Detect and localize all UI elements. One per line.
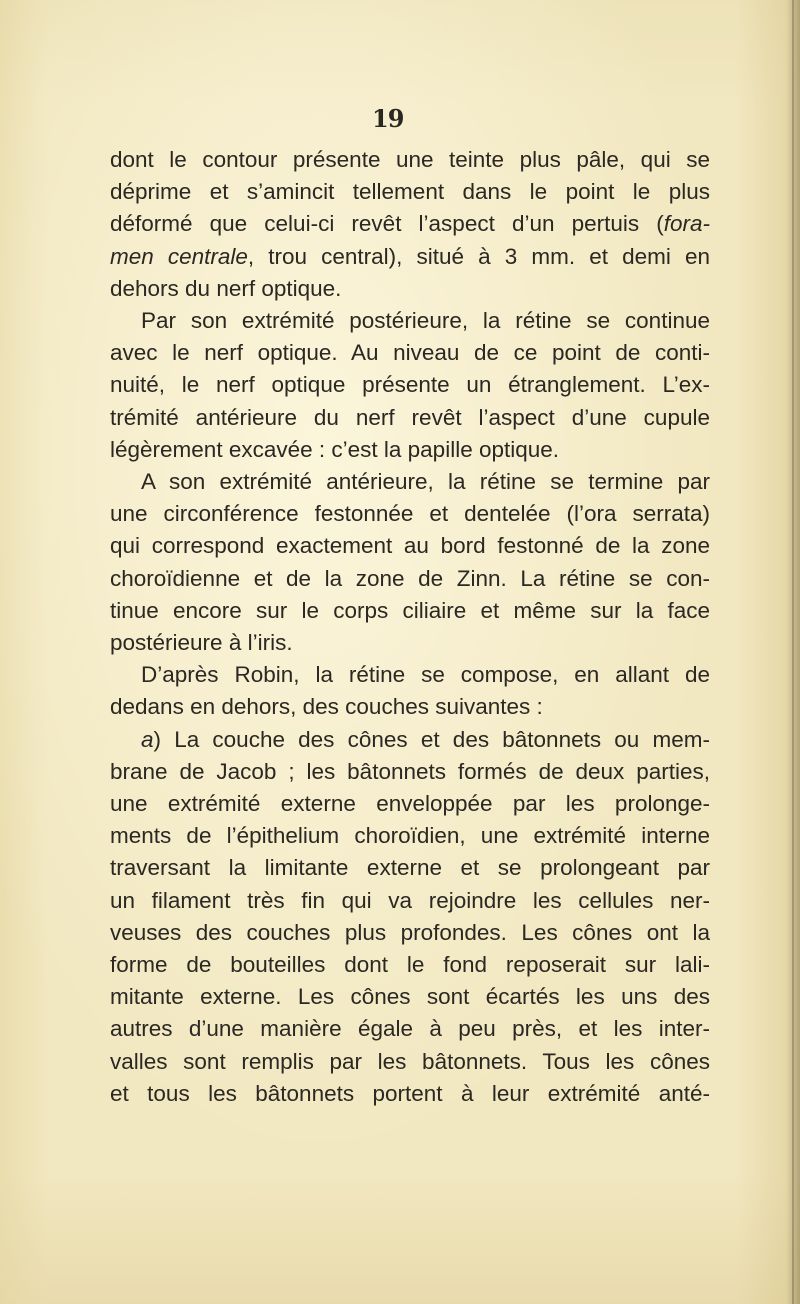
text-line: Par son extrémité postérieure, la rétine se continue xyxy=(141,308,710,334)
text-line: et tous les bâtonnets portent à leur extrémité anté- xyxy=(110,1080,710,1106)
text-line: une circonférence festonnée et dentelée (l’ora serrata) xyxy=(110,501,710,527)
text-line: D’après Robin, la rétine se compose, en allant de xyxy=(141,662,710,688)
text-line: autres d’une manière égale à peu près, et les inter- xyxy=(110,1016,710,1042)
text-line: veuses des couches plus profondes. Les cônes ont la xyxy=(110,919,710,945)
text-line: postérieure à l’iris. xyxy=(110,630,293,656)
text-line: ments de l’épithelium choroïdien, une extrémité interne xyxy=(110,823,710,849)
text-line: dont le contour présente une teinte plus pâle, qui se xyxy=(110,147,710,172)
text-line: men centrale, trou central), situé à 3 mm. et demi en xyxy=(110,243,710,269)
text-line: tinue encore sur le corps ciliaire et même sur la face xyxy=(110,597,710,623)
text-line: mitante externe. Les cônes sont écartés les uns des xyxy=(110,984,710,1010)
text-line: A son extrémité antérieure, la rétine se termine par xyxy=(141,469,710,495)
text-line: déprime et s’amincit tellement dans le point le plus xyxy=(110,179,710,205)
page-number: 19 xyxy=(372,104,404,133)
text-line: trémité antérieure du nerf revêt l’aspect d’une cupule xyxy=(110,404,710,430)
text-line: avec le nerf optique. Au niveau de ce point de conti- xyxy=(110,340,710,366)
text-line: choroïdienne et de la zone de Zinn. La rétine se con- xyxy=(110,565,710,591)
text-line: brane de Jacob ; les bâtonnets formés de deux parties, xyxy=(110,758,710,784)
text-line: valles sont remplis par les bâtonnets. Tous les cônes xyxy=(110,1048,710,1074)
text-line: une extrémité externe enveloppée par les prolonge- xyxy=(110,791,710,817)
text-line: dehors du nerf optique. xyxy=(110,275,342,301)
text-line: forme de bouteilles dont le fond reposerait sur lali- xyxy=(110,952,710,978)
body-text xyxy=(110,144,710,1110)
text-line: légèrement excavée : c’est la papille optique. xyxy=(110,436,560,462)
text-line: dedans en dehors, des couches suivantes : xyxy=(110,694,543,720)
text-line: déformé que celui-ci revêt l’aspect d’un pertuis (fora- xyxy=(110,211,710,237)
text-line: a) La couche des cônes et des bâtonnets ou mem- xyxy=(141,726,710,752)
text-line: traversant la limitante externe et se prolongeant par xyxy=(110,855,710,881)
text-line: qui correspond exactement au bord festonné de la zone xyxy=(110,533,710,559)
text-line: nuité, le nerf optique présente un étranglement. L’ex- xyxy=(110,372,710,398)
text-line: un filament très fin qui va rejoindre les cellules ner- xyxy=(110,887,710,913)
page-edge-line xyxy=(792,0,794,1304)
